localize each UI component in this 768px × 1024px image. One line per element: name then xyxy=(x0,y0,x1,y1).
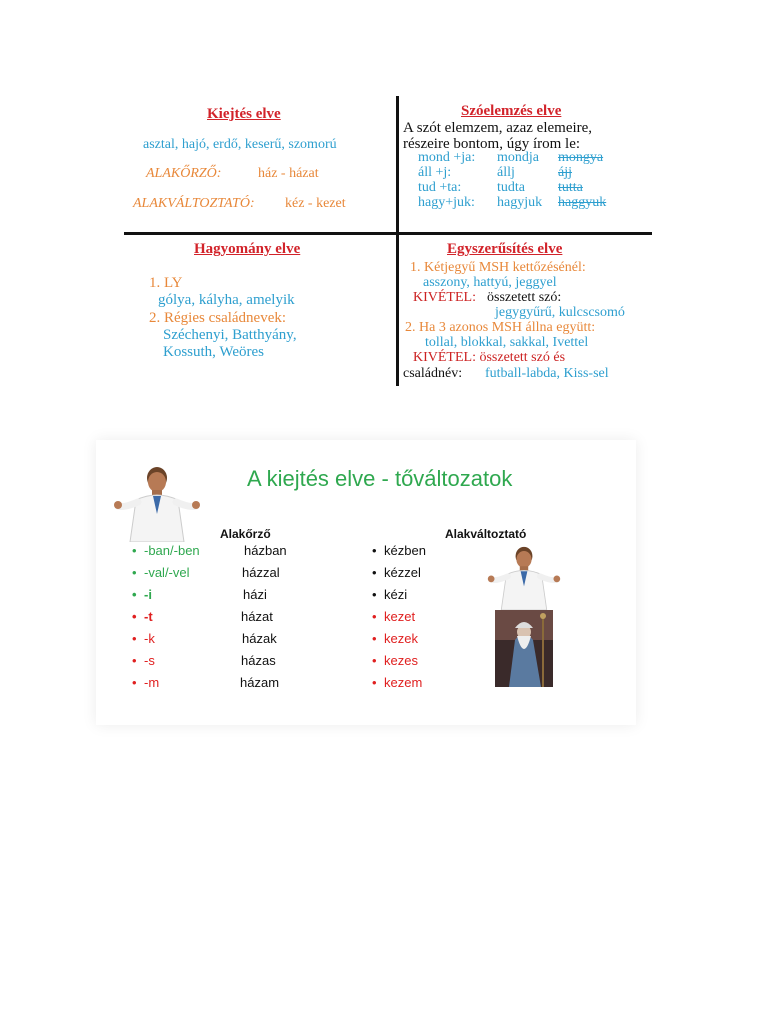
suffix-item: • -s xyxy=(132,653,155,668)
shrugging-doctor-image xyxy=(114,466,200,542)
alakorzo-header: Alakőrző xyxy=(220,527,271,541)
alakorzo-label: ALAKŐRZŐ: xyxy=(146,166,222,181)
kez-form: • kézzel xyxy=(372,565,421,580)
hagyomany-point-1: 1. LY xyxy=(149,275,183,291)
egyszerusites-line-4: jegygyűrű, kulcscsomó xyxy=(495,305,625,320)
suffix-item: • -m xyxy=(132,675,160,690)
suffix-item: • -val/-vel xyxy=(132,565,190,580)
haz-form: házzal xyxy=(242,565,280,580)
wizard-image xyxy=(495,610,553,687)
grid-horizontal-divider xyxy=(124,232,652,235)
kiejtes-examples: asztal, hajó, erdő, keserű, szomorú xyxy=(143,137,337,152)
kivetel-label-1: KIVÉTEL: xyxy=(413,290,476,305)
kez-form: • kezek xyxy=(372,631,418,646)
csaladnev-label: családnév: xyxy=(403,366,463,381)
alakvaltoztato-value: kéz - kezet xyxy=(285,196,346,211)
szoelemzes-title: Szóelemzés elve xyxy=(461,103,562,119)
slide-title: A kiejtés elve - tőváltozatok xyxy=(247,466,513,491)
haz-form: házas xyxy=(241,653,276,668)
suffix-item: • -ban/-ben xyxy=(132,543,200,558)
csaladnev-examples: futball-labda, Kiss-sel xyxy=(485,366,609,381)
egyszerusites-line-5: 2. Ha 3 azonos MSH állna együtt: xyxy=(405,320,596,335)
szoelemzes-intro-2: részeire bontom, úgy írom le: xyxy=(403,136,581,152)
szoelemzes-row-c: haggyuk xyxy=(558,195,607,210)
hagyomany-point-2-words-2: Kossuth, Weöres xyxy=(163,344,265,360)
egyszerusites-line-1: 1. Kétjegyű MSH kettőzésénél: xyxy=(410,260,586,275)
tovaltozatok-slide xyxy=(96,440,636,725)
haz-form: házban xyxy=(244,543,287,558)
szoelemzes-row-b: állj xyxy=(497,165,515,180)
alakorzo-value: ház - házat xyxy=(258,166,319,181)
szoelemzes-row-a: tud +ta: xyxy=(418,180,462,195)
hagyomany-point-2-words-1: Széchenyi, Batthyány, xyxy=(163,327,297,343)
kez-form: • kezet xyxy=(372,609,416,624)
szoelemzes-row-a: hagy+juk: xyxy=(418,195,475,210)
szoelemzes-row-b: mondja xyxy=(497,150,539,165)
kivetel-text-1: összetett szó: xyxy=(487,290,562,305)
suffix-item: • -t xyxy=(132,609,153,624)
kez-form: • kezem xyxy=(372,675,423,690)
hagyomany-point-2: 2. Régies családnevek: xyxy=(149,310,287,326)
suffix-item: • -k xyxy=(132,631,155,646)
kez-form: • kézi xyxy=(372,587,408,602)
haz-form: házak xyxy=(242,631,277,646)
shrugging-doctor-image xyxy=(482,546,566,610)
spelling-principles-grid xyxy=(0,0,768,400)
haz-form: házat xyxy=(241,609,273,624)
szoelemzes-row-c: mongya xyxy=(558,150,604,165)
szoelemzes-row-a: áll +j: xyxy=(418,165,452,180)
kez-form: • kezes xyxy=(372,653,418,668)
kez-form: • kézben xyxy=(372,543,426,558)
alakvaltoztato-label: ALAKVÁLTOZTATÓ: xyxy=(133,196,255,211)
suffix-item: • -i xyxy=(132,587,152,602)
grid-vertical-divider xyxy=(396,96,399,386)
szoelemzes-intro-1: A szót elemzem, azaz elemeire, xyxy=(403,120,593,136)
alakvaltoztato-header: Alakváltoztató xyxy=(445,527,527,541)
egyszerusites-title: Egyszerűsítés elve xyxy=(447,241,563,257)
haz-form: házi xyxy=(243,587,267,602)
szoelemzes-row-b: tudta xyxy=(497,180,525,195)
hagyomany-point-1-words: gólya, kályha, amelyik xyxy=(158,292,295,308)
haz-form: házam xyxy=(240,675,280,690)
egyszerusites-line-6: tollal, blokkal, sakkal, Ivettel xyxy=(425,335,589,350)
szoelemzes-row-b: hagyjuk xyxy=(497,195,543,210)
hagyomany-title: Hagyomány elve xyxy=(194,241,301,257)
kiejtes-title: Kiejtés elve xyxy=(207,106,281,122)
szoelemzes-row-c: ájj xyxy=(558,165,572,180)
egyszerusites-line-2: asszony, hattyú, jeggyel xyxy=(423,275,557,290)
szoelemzes-row-a: mond +ja: xyxy=(418,150,476,165)
szoelemzes-row-c: tutta xyxy=(558,180,583,195)
kivetel-text-2: KIVÉTEL: összetett szó és xyxy=(413,350,566,365)
